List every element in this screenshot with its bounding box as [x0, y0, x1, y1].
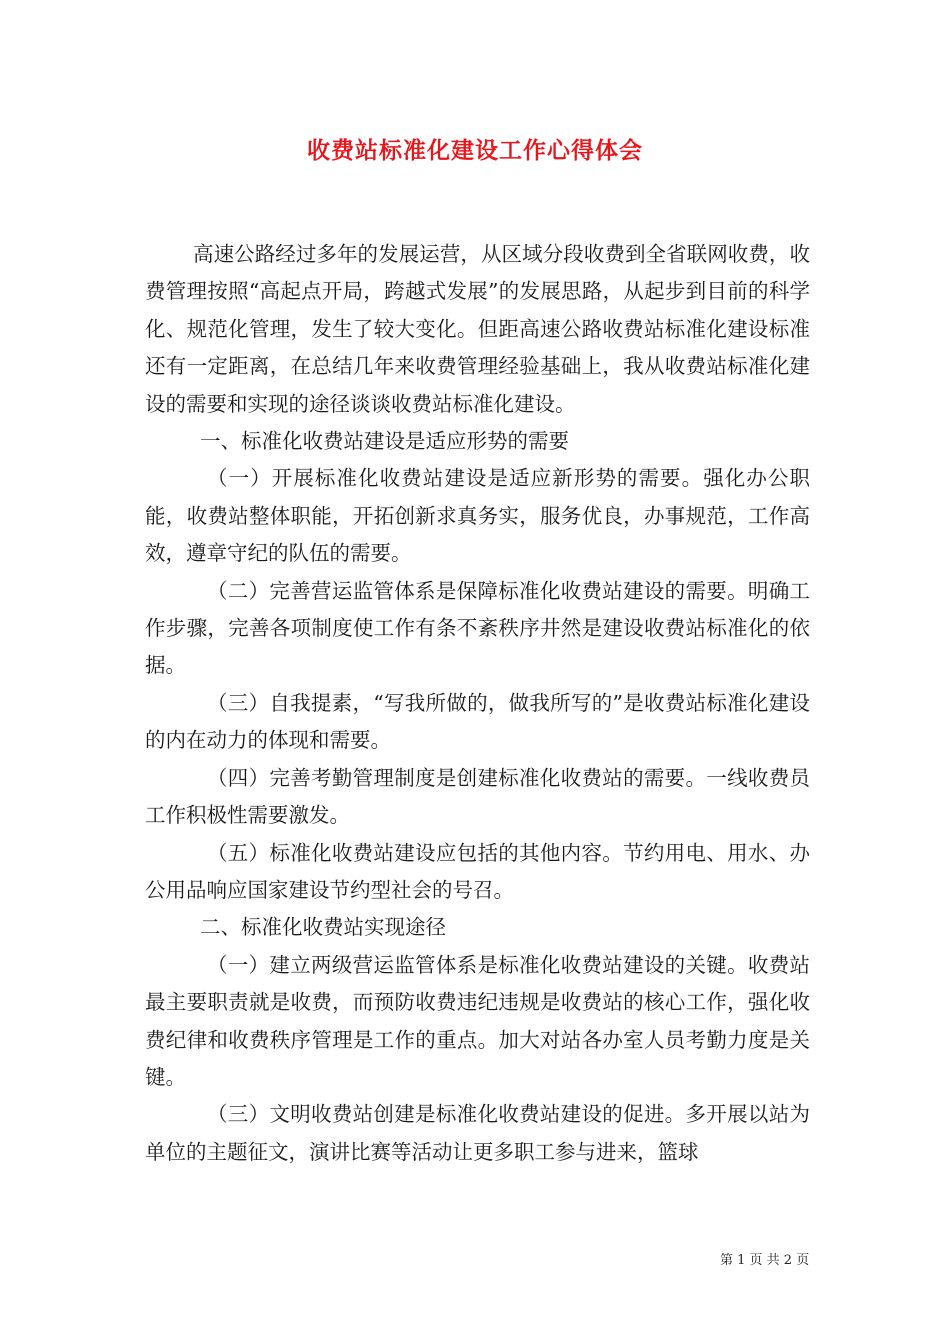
section-1-item-1: （一）开展标准化收费站建设是适应新形势的需要。强化办公职能，收费站整体职能，开拓创新求真务实，服务优良，办事规范，工作高效，遵章守纪的队伍的需要。	[145, 466, 810, 566]
section-2-item-2: （三）文明收费站创建是标准化收费站建设的促进。多开展以站为单位的主题征文，演讲比赛等活动让更多职工参与进来，篮球	[145, 1102, 810, 1164]
page-number: 第 1 页 共 2 页	[720, 1253, 810, 1268]
section-1-item-4: （四）完善考勤管理制度是创建标准化收费站的需要。一线收费员工作积极性需要激发。	[145, 765, 810, 828]
section-1-item-2: （二）完善营运监管体系是保障标准化收费站建设的需要。明确工作步骤，完善各项制度使工作有条不紊秩序井然是建设收费站标准化的依据。	[145, 578, 810, 678]
section-1-item-3: （三）自我提素，“写我所做的，做我所写的”是收费站标准化建设的内在动力的体现和需要。	[145, 690, 810, 753]
section-2-item-1: （一）建立两级营运监管体系是标准化收费站建设的关键。收费站最主要职责就是收费，而预防收费违纪违规是收费站的核心工作，强化收费纪律和收费秩序管理是工作的重点。加大对站各办室人员考勤力度是关键。	[145, 952, 810, 1089]
section-1-item-5: （五）标准化收费站建设应包括的其他内容。节约用电、用水、办公用品响应国家建设节约型社会的号召。	[145, 840, 810, 902]
section-2-heading: 二、标准化收费站实现途径	[200, 915, 446, 940]
section-1-heading: 一、标准化收费站建设是适应形势的需要	[200, 429, 569, 454]
document-body	[145, 236, 810, 1171]
intro-paragraph: 高速公路经过多年的发展运营，从区域分段收费到全省联网收费，收费管理按照“高起点开局，跨越式发展”的发展思路，从起步到目前的科学化、规范化管理，发生了较大变化。但距高速公路收费站标准化建设标准还有一定距离，在总结几年来收费管理经验基础上，我从收费站标准化建设的需要和实现的途径谈谈收费站标准化建设。	[145, 242, 810, 416]
document-title: 收费站标准化建设工作心得体会	[307, 137, 643, 164]
